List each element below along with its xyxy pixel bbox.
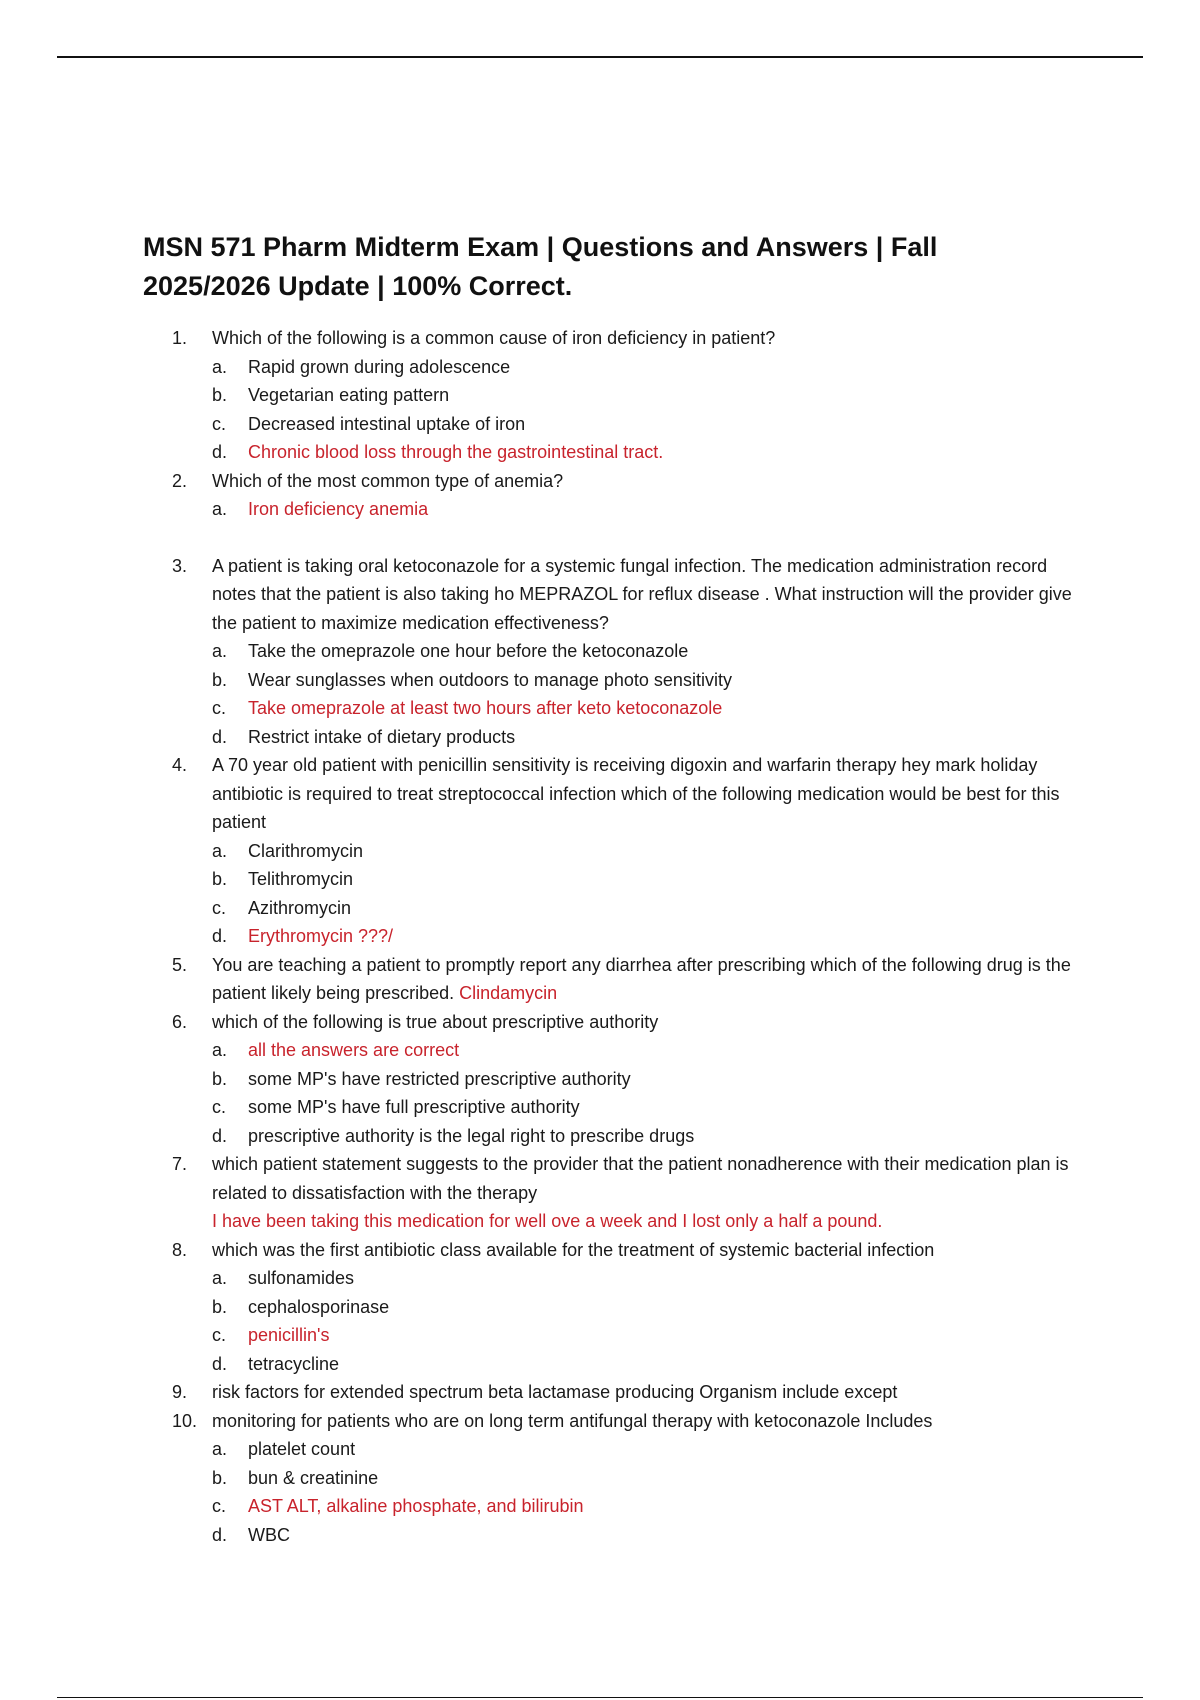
option (172, 666, 1072, 695)
option-letter: a. (212, 499, 228, 519)
option-letter: b. (212, 869, 228, 889)
question-5 (172, 951, 1072, 1008)
option-correct (172, 438, 1072, 467)
question-number: 9. (172, 1382, 188, 1402)
question-number: 10. (172, 1410, 198, 1431)
option-letter: c. (212, 1325, 227, 1345)
question-text: risk factors for extended spectrum beta lactamase producing Organism include except (212, 1382, 898, 1402)
option (172, 1435, 1072, 1464)
option (172, 1065, 1072, 1094)
correct-answer-text: Take omeprazole at least two hours after keto ketoconazole (248, 698, 723, 718)
question-10 (172, 1407, 1072, 1436)
footer-rule (57, 1697, 1143, 1698)
option-text: Azithromycin (248, 897, 352, 918)
question-text: which was the first antibiotic class available for the treatment of systemic bacterial infection (212, 1239, 935, 1260)
question-text: Which of the following is a common cause of iron deficiency in patient? (212, 328, 776, 348)
option (172, 1293, 1072, 1322)
option (172, 410, 1072, 439)
correct-answer-text: Chronic blood loss through the gastrointestinal tract. (248, 442, 664, 462)
option-text: Rapid grown during adolescence (248, 356, 511, 377)
option-text: Clarithromycin (248, 840, 364, 861)
spacer (172, 524, 1072, 552)
question-number: 5. (172, 954, 188, 975)
option-letter: c. (212, 897, 227, 918)
option-letter: c. (212, 1097, 227, 1117)
correct-answer-text: Iron deficiency anemia (248, 499, 429, 519)
option-text: Telithromycin (248, 869, 354, 889)
option-text: bun & creatinine (248, 1467, 379, 1488)
option-text: some MP's have restricted prescriptive authority (248, 1068, 631, 1089)
option-letter: d. (212, 926, 228, 946)
option-correct (172, 922, 1072, 951)
option-text: cephalosporinase (248, 1296, 390, 1317)
question-text: monitoring for patients who are on long term antifungal therapy with ketoconazole Includes (212, 1410, 933, 1431)
option-letter: b. (212, 1296, 228, 1317)
option (172, 1093, 1072, 1122)
option (172, 865, 1072, 894)
option-correct (172, 1492, 1072, 1521)
question-number: 3. (172, 555, 188, 576)
option-text: some MP's have full prescriptive authority (248, 1097, 580, 1117)
question-number: 6. (172, 1011, 188, 1032)
option-text: sulfonamides (248, 1268, 355, 1288)
question-number: 1. (172, 328, 188, 348)
question-3 (172, 552, 1072, 638)
option-text: WBC (248, 1524, 290, 1545)
option (172, 1350, 1072, 1379)
inline-answer: Clindamycin (459, 983, 558, 1003)
option-correct (172, 1036, 1072, 1065)
option-text: Decreased intestinal uptake of iron (248, 413, 526, 434)
question-text: A 70 year old patient with penicillin sensitivity is receiving digoxin and warfarin therapy hey mark holiday antibiotic is required to treat streptococcal infection which of the following medication would be best for this patient (212, 755, 1060, 832)
option-letter: b. (212, 385, 228, 405)
option-letter: a. (212, 840, 228, 861)
option-letter: c. (212, 1496, 227, 1516)
correct-answer-text: Erythromycin ???/ (248, 926, 394, 946)
question-number: 2. (172, 470, 188, 491)
option-letter: c. (212, 413, 227, 434)
option-text: platelet count (248, 1439, 356, 1459)
option (172, 723, 1072, 752)
option-letter: d. (212, 1524, 228, 1545)
option (172, 1264, 1072, 1293)
correct-answer-text: all the answers are correct (248, 1040, 460, 1060)
question-text: which patient statement suggests to the provider that the patient nonadherence with their medication plan is related to dissatisfaction with the therapy (212, 1154, 1069, 1203)
option-correct (172, 694, 1072, 723)
question-number: 7. (172, 1154, 188, 1174)
option (172, 837, 1072, 866)
question-2 (172, 467, 1072, 496)
option (172, 1521, 1072, 1550)
option-letter: a. (212, 356, 228, 377)
option-letter: b. (212, 1068, 228, 1089)
question-9 (172, 1378, 1072, 1407)
option (172, 894, 1072, 923)
option-letter: d. (212, 1353, 228, 1374)
option-letter: d. (212, 442, 228, 462)
option-letter: b. (212, 1467, 228, 1488)
option-letter: a. (212, 1268, 228, 1288)
question-4 (172, 751, 1072, 837)
question-7 (172, 1150, 1072, 1236)
option-text: Take the omeprazole one hour before the ketoconazole (248, 641, 689, 661)
question-list (172, 324, 1072, 1549)
option-letter: a. (212, 1439, 228, 1459)
question-text: You are teaching a patient to promptly report any diarrhea after prescribing which of the following drug is the patient likely being prescribed. (212, 954, 1071, 1003)
question-text: Which of the most common type of anemia? (212, 470, 564, 491)
option-text: Vegetarian eating pattern (248, 385, 450, 405)
question-1 (172, 324, 1072, 353)
option (172, 1464, 1072, 1493)
option (172, 1122, 1072, 1151)
question-text: which of the following is true about prescriptive authority (212, 1011, 659, 1032)
option-correct (172, 1321, 1072, 1350)
option-text: Restrict intake of dietary products (248, 726, 516, 747)
question-number: 8. (172, 1239, 188, 1260)
option (172, 637, 1072, 666)
option-letter: c. (212, 698, 227, 718)
answer-line: I have been taking this medication for well ove a week and I lost only a half a pound. (212, 1211, 883, 1231)
question-text: A patient is taking oral ketoconazole for a systemic fungal infection. The medication administration record notes that the patient is also taking ho MEPRAZOL for reflux disease . What instruction will the provider give the patient to maximize medication effectiveness? (212, 555, 1072, 633)
question-6 (172, 1008, 1072, 1037)
document-title: MSN 571 Pharm Midterm Exam | Questions and Answers | Fall 2025/2026 Update | 100% Correct. (143, 232, 938, 301)
option-correct (172, 495, 1072, 524)
option (172, 381, 1072, 410)
option-letter: a. (212, 641, 228, 661)
option (172, 353, 1072, 382)
option-letter: b. (212, 669, 228, 690)
question-8 (172, 1236, 1072, 1265)
option-text: tetracycline (248, 1353, 340, 1374)
question-number: 4. (172, 755, 188, 775)
option-letter: a. (212, 1040, 228, 1060)
option-letter: d. (212, 1125, 228, 1146)
header-rule (57, 56, 1143, 58)
option-letter: d. (212, 726, 228, 747)
correct-answer-text: AST ALT, alkaline phosphate, and bilirubin (248, 1496, 584, 1516)
option-text: Wear sunglasses when outdoors to manage photo sensitivity (248, 669, 732, 690)
option-text: prescriptive authority is the legal right to prescribe drugs (248, 1125, 695, 1146)
correct-answer-text: penicillin's (248, 1325, 330, 1345)
